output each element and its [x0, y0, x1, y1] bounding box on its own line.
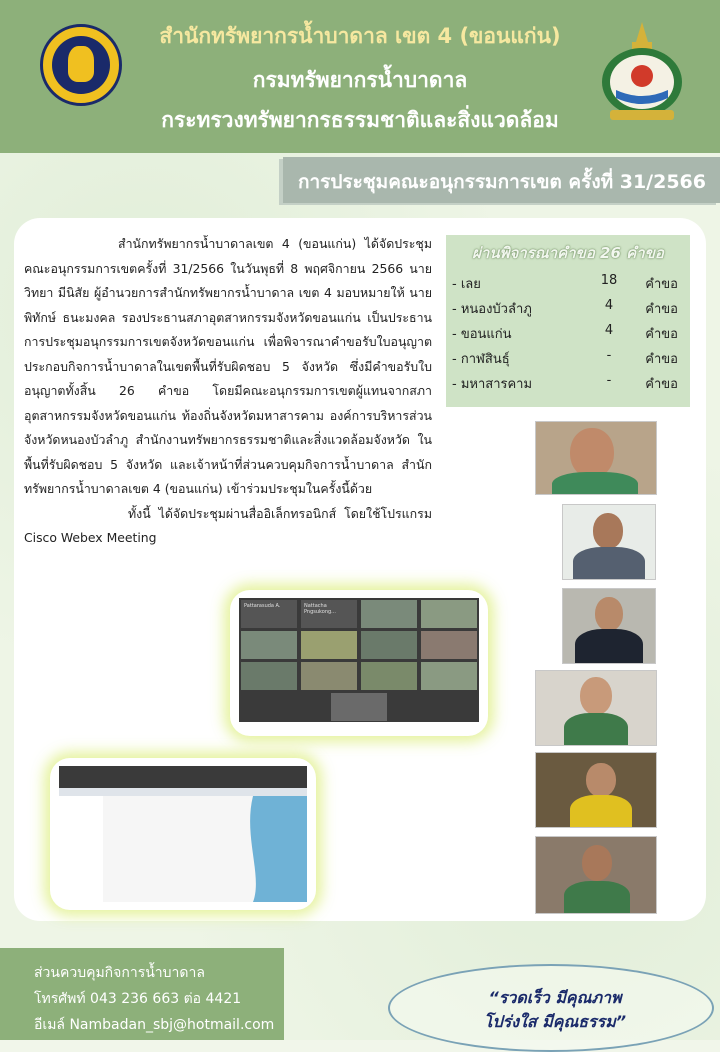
request-unit: คำขอ	[645, 377, 678, 392]
webex-screenshot-frame	[230, 590, 488, 736]
video-tile	[361, 662, 417, 690]
map-screenshot	[59, 766, 307, 902]
body-paragraph-1: สำนักทรัพยากรน้ำบาดาลเขต 4 (ขอนแก่น) ได้จัดประชุมคณะอนุกรรมการเขตครั้งที่ 31/2566 ในวันพุธที่ 8 พฤศจิกายน 2566 นายวิทยา มีนิสัย ผู้อำนวยการสำนักทรัพยากรน้ำบาดาล เขต 4 มอบหมายให้ นายพิทักษ์ ธนะมงคล รองประธานสภาอุตสาหกรรมจังหวัดขอนแก่น เป็นประธานการประชุมอนุกรรมการเขตจังหวัดขอนแก่น เพื่อพิจารณาคำขอรับใบอนุญาตประกอบกิจการน้ำบาดาลในเขตพื้นที่รับผิดชอบ 5 จังหวัด ซึ่งมีคำขอรับใบอนุญาตทั้งสิ้น 26 คำขอ โดยมีคณะอนุกรรมการเขตผู้แทนจากสภาอุตสาหกรรมจังหวัดขอนแก่น ท้องถิ่นจังหวัดมหาสารคาม องค์การบริหารส่วนจังหวัดหนองบัวลำภู สำนักงานทรัพยากรธรรมชาติและสิ่งแวดล้อมจังหวัด ในพื้นที่รับผิดชอบ 5 จังหวัด และเจ้าหน้าที่ส่วนควบคุมกิจการน้ำบาดาล สำนักทรัพยากรน้ำบาดาลเขต 4 (ขอนแก่น) เข้าร่วมประชุมในครั้งนี้ด้วย	[24, 236, 432, 496]
summary-row	[452, 273, 684, 297]
ministry-emblem-icon	[596, 20, 688, 124]
request-count: 18	[600, 273, 618, 288]
office-title: สำนักทรัพยากรน้ำบาดาล เขต 4 (ขอนแก่น)	[159, 24, 561, 48]
province-name: - มหาสารคาม	[452, 377, 533, 392]
department-title: กรมทรัพยากรน้ำบาดาล	[252, 68, 468, 92]
participant-photo	[562, 588, 656, 664]
participant-photo	[535, 670, 657, 746]
meeting-banner	[283, 157, 720, 203]
request-unit: คำขอ	[645, 302, 678, 317]
footer-phone: โทรศัพท์ 043 236 663 ต่อ 4421	[34, 991, 242, 1007]
participant-photo	[535, 836, 657, 914]
request-count: 4	[604, 323, 614, 338]
layer-panel	[59, 796, 104, 902]
summary-row	[452, 373, 684, 397]
footer-unit: ส่วนควบคุมกิจการน้ำบาดาล	[34, 965, 205, 981]
header-band	[0, 0, 720, 153]
province-name: - กาฬสินธุ์	[452, 352, 510, 367]
video-tile	[361, 631, 417, 659]
video-tile	[421, 600, 477, 628]
participant-photo	[535, 752, 657, 828]
map-canvas	[103, 796, 307, 902]
request-count: -	[606, 373, 612, 388]
summary-box	[446, 235, 690, 407]
summary-row	[452, 298, 684, 322]
video-tile	[421, 662, 477, 690]
participant-photo	[562, 504, 656, 580]
province-name: - หนองบัวลำภู	[452, 302, 532, 317]
participant-photo	[535, 421, 657, 495]
body-paragraph-2: ทั้งนี้ ได้จัดประชุมผ่านสื่ออิเล็กทรอนิกส์ โดยใช้โปรแกรม Cisco Webex Meeting	[24, 505, 432, 545]
naga-emblem-icon	[52, 36, 110, 94]
video-tile	[301, 600, 357, 628]
toolbar	[59, 788, 307, 796]
province-name: - ขอนแก่น	[452, 327, 512, 342]
request-count: 4	[604, 298, 614, 313]
department-logo	[40, 24, 122, 106]
request-count: -	[606, 348, 612, 363]
video-tile	[301, 631, 357, 659]
video-tile	[301, 662, 357, 690]
summary-row	[452, 348, 684, 372]
contact-footer	[0, 948, 284, 1040]
request-unit: คำขอ	[645, 277, 678, 292]
tile-name: Pattarasuda A.	[244, 603, 281, 609]
summary-row	[452, 323, 684, 347]
video-tile	[241, 600, 297, 628]
slogan-line-1: “รวดเร็ว มีคุณภาพ	[488, 988, 622, 1007]
footer-email: อีเมล์ Nambadan_sbj@hotmail.com	[34, 1017, 275, 1033]
request-unit: คำขอ	[645, 327, 678, 342]
map-screenshot-frame	[50, 758, 316, 910]
video-tile	[331, 693, 387, 721]
province-name: - เลย	[452, 277, 481, 292]
video-tile	[421, 631, 477, 659]
request-unit: คำขอ	[645, 352, 678, 367]
tile-name: Nattacha Pngsukong...	[304, 603, 336, 615]
webex-screenshot	[239, 598, 479, 722]
slogan-line-2: โปร่งใส มีคุณธรรม”	[483, 1012, 627, 1031]
video-tile	[241, 662, 297, 690]
ministry-title: กระทรวงทรัพยากรธรรมชาติและสิ่งแวดล้อม	[161, 108, 559, 132]
video-tile	[241, 631, 297, 659]
news-body	[24, 232, 432, 551]
video-tile	[361, 600, 417, 628]
video-strip	[59, 766, 307, 788]
meeting-title: การประชุมคณะอนุกรรมการเขต ครั้งที่ 31/2566	[297, 171, 706, 193]
summary-title: ผ่านพิจารณาคำขอ 26 คำขอ	[472, 244, 664, 262]
